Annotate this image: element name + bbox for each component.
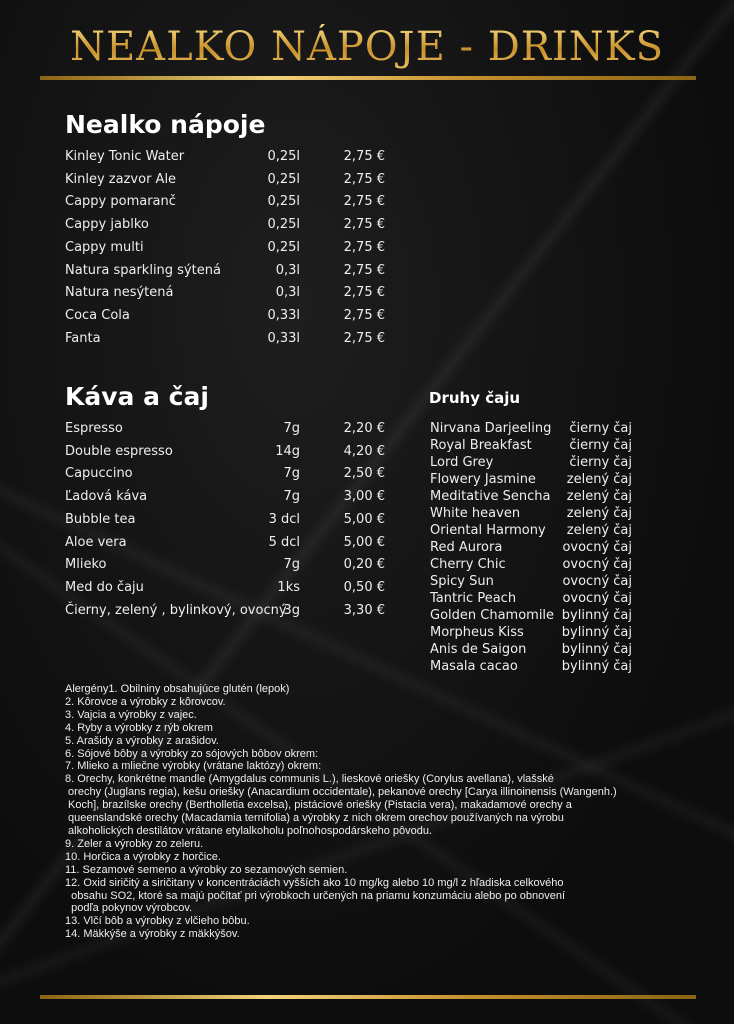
item-price: 0,50 € bbox=[343, 579, 385, 595]
item-volume: 0,25l bbox=[267, 149, 300, 164]
allergen-line: 14. Mäkkýše a výrobky z mäkkýšov. bbox=[65, 928, 240, 941]
tea-type: bylinný čaj bbox=[561, 659, 632, 674]
item-amount: 7g bbox=[283, 489, 300, 505]
allergen-line: queenslandské orechy (Macadamia ternifolia) a výrobky z nich okrem orechov používaných na výrobu bbox=[65, 812, 564, 825]
tea-name: White heaven bbox=[430, 506, 521, 521]
item-volume: 0,25l bbox=[267, 194, 300, 210]
item-amount: 3 dcl bbox=[268, 511, 300, 527]
item-amount: 5 dcl bbox=[268, 534, 300, 550]
allergen-line: obsahu SO2, ktoré sa majú počítať pri výrobkoch určených na priamu konzumáciu alebo po obnovení bbox=[65, 889, 566, 902]
item-price: 3,30 € bbox=[343, 602, 385, 618]
item-name: Ľadová káva bbox=[65, 489, 148, 505]
item-amount: 7g bbox=[283, 466, 300, 482]
allergen-line: 6. Sójové bôby a výrobky zo sójových bôbov okrem: bbox=[65, 747, 319, 760]
item-name: Double espresso bbox=[65, 443, 173, 459]
allergen-line: 8. Orechy, konkrétne mandle (Amygdalus communis L.), lieskové oriešky (Corylus avellana), vlašské bbox=[65, 773, 554, 786]
item-volume: 0,25l bbox=[267, 239, 300, 255]
tea-item bbox=[430, 455, 632, 471]
soft-drinks-heading: Nealko nápoje bbox=[65, 110, 266, 139]
item-price: 2,75 € bbox=[343, 307, 385, 323]
item-price: 4,20 € bbox=[343, 443, 385, 459]
tea-name: Royal Breakfast bbox=[430, 438, 532, 453]
item-name: Med do čaju bbox=[65, 579, 144, 595]
item-name: Coca Cola bbox=[65, 307, 130, 323]
allergen-line: 12. Oxid siričitý a siričitany v koncentráciách vyšších ako 10 mg/kg alebo 10 mg/l z hľadiska celkového bbox=[65, 876, 564, 889]
item-name: Natura nesýtená bbox=[65, 285, 174, 301]
item-price: 2,75 € bbox=[343, 217, 385, 233]
tea-type: ovocný čaj bbox=[562, 591, 632, 606]
item-name: Čierny, zelený , bylinkový, ovocný bbox=[65, 602, 287, 618]
item-amount: 14g bbox=[275, 443, 300, 459]
coffee-tea-heading: Káva a čaj bbox=[65, 382, 209, 411]
allergen-line: alkoholických destilátov vrátane etylalkoholu poľnohospodárskeho pôvodu. bbox=[65, 824, 433, 837]
item-volume: 0,25l bbox=[267, 171, 300, 187]
tea-item bbox=[430, 659, 632, 675]
item-volume: 0,25l bbox=[267, 217, 300, 233]
allergen-line: 7. Mlieko a mliečne výrobky (vrátane laktózy) okrem: bbox=[65, 760, 322, 773]
tea-name: Tantric Peach bbox=[430, 591, 517, 606]
item-amount: 7g bbox=[283, 557, 300, 573]
tea-item bbox=[430, 472, 632, 488]
allergen-line: 3. Vajcia a výrobky z vajec. bbox=[65, 708, 197, 721]
item-name: Kinley Tonic Water bbox=[65, 149, 185, 164]
allergen-line: Alergény1. Obilniny obsahujúce glutén (lepok) bbox=[65, 683, 290, 695]
tea-name: Cherry Chic bbox=[430, 557, 506, 572]
tea-item bbox=[430, 574, 632, 590]
tea-name: Spicy Sun bbox=[430, 574, 494, 589]
item-volume: 0,3l bbox=[275, 262, 300, 278]
item-amount: 3g bbox=[283, 602, 300, 618]
item-name: Natura sparkling sýtená bbox=[65, 262, 221, 278]
item-price: 2,50 € bbox=[343, 466, 385, 482]
tea-type: bylinný čaj bbox=[561, 642, 632, 657]
tea-name: Meditative Sencha bbox=[430, 489, 551, 504]
tea-type: ovocný čaj bbox=[562, 574, 632, 589]
tea-item bbox=[430, 421, 632, 437]
item-price: 2,75 € bbox=[343, 149, 385, 164]
allergen-line: orechy (Juglans regia), kešu oriešky (Anacardium occidentale), pekanové orechy [Carya illinoinensis (Wangenh.) bbox=[65, 786, 617, 799]
page-title: NEALKO NÁPOJE - DRINKS bbox=[0, 24, 734, 70]
tea-name: Anis de Saigon bbox=[430, 642, 527, 657]
item-name: Bubble tea bbox=[65, 511, 136, 527]
tea-type: zelený čaj bbox=[566, 523, 632, 538]
tea-name: Morpheus Kiss bbox=[430, 625, 524, 640]
tea-type: zelený čaj bbox=[566, 506, 632, 521]
tea-name: Nirvana Darjeeling bbox=[430, 421, 552, 436]
allergen-line: 10. Horčica a výrobky z horčice. bbox=[65, 850, 221, 863]
tea-item bbox=[430, 489, 632, 505]
tea-name: Lord Grey bbox=[430, 455, 494, 470]
allergen-line: 9. Zeler a výrobky zo zeleru. bbox=[65, 837, 204, 850]
item-price: 3,00 € bbox=[343, 489, 385, 505]
item-name: Kinley zazvor Ale bbox=[65, 171, 177, 187]
item-price: 5,00 € bbox=[343, 534, 385, 550]
allergen-line: 2. Kôrovce a výrobky z kôrovcov. bbox=[65, 695, 226, 708]
item-name: Cappy jablko bbox=[65, 217, 149, 233]
tea-item bbox=[430, 608, 632, 624]
tea-item bbox=[430, 642, 632, 658]
tea-type: čierny čaj bbox=[569, 421, 632, 436]
item-price: 2,75 € bbox=[343, 194, 385, 210]
bottom-divider bbox=[40, 995, 696, 999]
tea-item bbox=[430, 557, 632, 573]
item-amount: 7g bbox=[283, 421, 300, 436]
tea-name: Flowery Jasmine bbox=[430, 472, 536, 487]
allergen-line: 13. Vlčí bôb a výrobky z vlčieho bôbu. bbox=[65, 915, 250, 928]
allergen-line: 11. Sezamové semeno a výrobky zo sezamových semien. bbox=[65, 863, 348, 876]
tea-item bbox=[430, 591, 632, 607]
item-amount: 1ks bbox=[277, 579, 300, 595]
allergen-list bbox=[65, 683, 675, 941]
tea-item bbox=[430, 540, 632, 556]
item-volume: 0,3l bbox=[275, 285, 300, 301]
allergen-line: 5. Arašidy a výrobky z arašidov. bbox=[65, 734, 219, 747]
tea-name: Golden Chamomile bbox=[430, 608, 555, 623]
item-price: 2,75 € bbox=[343, 262, 385, 278]
tea-item bbox=[430, 625, 632, 641]
tea-name: Oriental Harmony bbox=[430, 523, 546, 538]
tea-name: Red Aurora bbox=[430, 540, 503, 555]
tea-item bbox=[430, 523, 632, 539]
item-volume: 0,33l bbox=[267, 307, 300, 323]
item-name: Mlieko bbox=[65, 557, 107, 573]
tea-type: ovocný čaj bbox=[562, 557, 632, 572]
item-name: Capuccino bbox=[65, 466, 133, 482]
tea-type: zelený čaj bbox=[566, 489, 632, 504]
tea-item bbox=[430, 506, 632, 522]
tea-item bbox=[430, 438, 632, 454]
allergen-line: 4. Ryby a výrobky z rýb okrem bbox=[65, 721, 213, 734]
item-price: 2,75 € bbox=[343, 330, 385, 346]
item-price: 2,75 € bbox=[343, 285, 385, 301]
item-price: 2,20 € bbox=[343, 421, 385, 436]
item-price: 5,00 € bbox=[343, 511, 385, 527]
tea-type: ovocný čaj bbox=[562, 540, 632, 555]
item-price: 0,20 € bbox=[343, 557, 385, 573]
item-price: 2,75 € bbox=[343, 171, 385, 187]
item-volume: 0,33l bbox=[267, 330, 300, 346]
allergen-line: podľa pokynov výrobcov. bbox=[65, 902, 193, 915]
item-price: 2,75 € bbox=[343, 239, 385, 255]
tea-types-heading: Druhy čaju bbox=[429, 389, 521, 407]
item-name: Espresso bbox=[65, 421, 123, 436]
tea-type: čierny čaj bbox=[569, 438, 632, 453]
top-divider bbox=[40, 76, 696, 80]
tea-type: čierny čaj bbox=[569, 455, 632, 470]
allergen-line: Koch], brazílske orechy (Bertholletia excelsa), pistáciové oriešky (Pistacia vera), makadamové orechy a bbox=[65, 799, 572, 812]
tea-type: bylinný čaj bbox=[561, 625, 632, 640]
tea-name: Masala cacao bbox=[430, 659, 518, 674]
item-name: Cappy pomaranč bbox=[65, 194, 176, 210]
item-name: Aloe vera bbox=[65, 534, 127, 550]
item-name: Cappy multi bbox=[65, 239, 144, 255]
item-name: Fanta bbox=[65, 330, 101, 346]
tea-type: zelený čaj bbox=[566, 472, 632, 487]
tea-type: bylinný čaj bbox=[561, 608, 632, 623]
